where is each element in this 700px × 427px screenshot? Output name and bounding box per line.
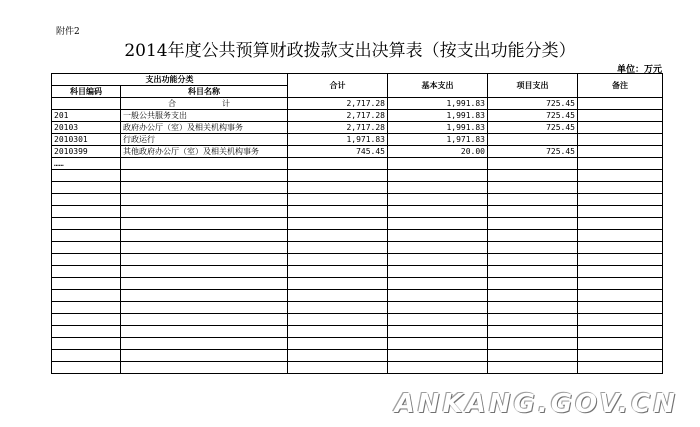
empty-cell xyxy=(121,194,288,206)
empty-cell xyxy=(488,254,578,266)
row-total: 2,717.28 xyxy=(288,110,388,122)
empty-cell xyxy=(388,302,488,314)
row-basic xyxy=(388,158,488,170)
empty-row xyxy=(52,314,663,326)
empty-cell xyxy=(388,362,488,374)
empty-cell xyxy=(578,326,663,338)
empty-cell xyxy=(578,170,663,182)
row-basic: 1,991.83 xyxy=(388,122,488,134)
row-basic: 1,971.83 xyxy=(388,134,488,146)
row-name: 政府办公厅（室）及相关机构事务 xyxy=(121,122,288,134)
empty-cell xyxy=(121,254,288,266)
empty-cell xyxy=(121,314,288,326)
site-watermark: ANKANG.GOV.CN xyxy=(394,389,678,419)
empty-cell xyxy=(388,242,488,254)
empty-cell xyxy=(388,218,488,230)
empty-cell xyxy=(121,350,288,362)
empty-cell xyxy=(388,338,488,350)
header-name: 科目名称 xyxy=(121,86,288,98)
empty-cell xyxy=(488,218,578,230)
row-basic: 20.00 xyxy=(388,146,488,158)
empty-cell xyxy=(121,218,288,230)
empty-cell xyxy=(488,242,578,254)
empty-cell xyxy=(578,302,663,314)
empty-row xyxy=(52,290,663,302)
empty-cell xyxy=(578,182,663,194)
row-note xyxy=(578,146,663,158)
empty-row xyxy=(52,278,663,290)
empty-cell xyxy=(488,314,578,326)
empty-cell xyxy=(288,170,388,182)
row-project xyxy=(488,134,578,146)
empty-cell xyxy=(52,194,121,206)
empty-cell xyxy=(288,362,388,374)
empty-cell xyxy=(52,206,121,218)
empty-cell xyxy=(488,278,578,290)
table-row xyxy=(52,158,663,170)
table-row xyxy=(52,134,663,146)
empty-cell xyxy=(121,326,288,338)
row-code: 201 xyxy=(52,110,121,122)
row-note xyxy=(578,122,663,134)
empty-cell xyxy=(288,338,388,350)
empty-cell xyxy=(488,230,578,242)
empty-cell xyxy=(488,194,578,206)
row-name: 一般公共服务支出 xyxy=(121,110,288,122)
row-name: 其他政府办公厅（室）及相关机构事务 xyxy=(121,146,288,158)
table-row xyxy=(52,110,663,122)
row-name: 行政运行 xyxy=(121,134,288,146)
empty-cell xyxy=(288,266,388,278)
empty-cell xyxy=(388,326,488,338)
row-project: 725.45 xyxy=(488,110,578,122)
empty-cell xyxy=(288,218,388,230)
empty-cell xyxy=(288,290,388,302)
empty-row xyxy=(52,218,663,230)
empty-cell xyxy=(121,170,288,182)
empty-cell xyxy=(121,182,288,194)
empty-cell xyxy=(52,230,121,242)
empty-cell xyxy=(121,302,288,314)
header-project: 项目支出 xyxy=(488,74,578,98)
empty-cell xyxy=(288,182,388,194)
empty-cell xyxy=(388,278,488,290)
header-function-group: 支出功能分类 xyxy=(52,74,288,86)
row-total xyxy=(288,158,388,170)
page-title: 2014年度公共预算财政拨款支出决算表（按支出功能分类） xyxy=(124,41,576,61)
row-project: 725.45 xyxy=(488,98,578,110)
row-project: 725.45 xyxy=(488,146,578,158)
empty-cell xyxy=(121,242,288,254)
empty-cell xyxy=(52,278,121,290)
expenditure-table xyxy=(51,73,663,374)
empty-cell xyxy=(578,290,663,302)
empty-row xyxy=(52,170,663,182)
empty-cell xyxy=(52,170,121,182)
empty-row xyxy=(52,230,663,242)
row-project: 725.45 xyxy=(488,122,578,134)
empty-cell xyxy=(488,206,578,218)
row-code: …… xyxy=(52,158,121,170)
empty-cell xyxy=(578,266,663,278)
empty-cell xyxy=(578,338,663,350)
empty-row xyxy=(52,302,663,314)
table-row xyxy=(52,122,663,134)
empty-cell xyxy=(52,302,121,314)
empty-cell xyxy=(52,218,121,230)
empty-cell xyxy=(488,338,578,350)
empty-cell xyxy=(578,350,663,362)
row-code: 2010301 xyxy=(52,134,121,146)
empty-cell xyxy=(488,326,578,338)
empty-row xyxy=(52,182,663,194)
row-note xyxy=(578,98,663,110)
row-total: 2,717.28 xyxy=(288,98,388,110)
empty-cell xyxy=(488,362,578,374)
empty-cell xyxy=(121,206,288,218)
empty-cell xyxy=(388,170,488,182)
row-code: 20103 xyxy=(52,122,121,134)
empty-cell xyxy=(52,350,121,362)
empty-row xyxy=(52,194,663,206)
empty-cell xyxy=(388,182,488,194)
empty-cell xyxy=(288,350,388,362)
row-project xyxy=(488,158,578,170)
empty-cell xyxy=(578,254,663,266)
empty-cell xyxy=(121,278,288,290)
empty-cell xyxy=(52,314,121,326)
header-code: 科目编码 xyxy=(52,86,121,98)
empty-cell xyxy=(578,278,663,290)
table-row xyxy=(52,98,663,110)
empty-cell xyxy=(388,350,488,362)
row-name xyxy=(121,158,288,170)
empty-cell xyxy=(288,326,388,338)
empty-cell xyxy=(578,206,663,218)
row-name: 合 计 xyxy=(121,98,288,110)
empty-cell xyxy=(578,194,663,206)
empty-row xyxy=(52,338,663,350)
empty-row xyxy=(52,326,663,338)
empty-cell xyxy=(388,230,488,242)
empty-cell xyxy=(121,230,288,242)
empty-cell xyxy=(288,194,388,206)
empty-cell xyxy=(388,314,488,326)
empty-row xyxy=(52,350,663,362)
empty-cell xyxy=(288,230,388,242)
empty-cell xyxy=(488,170,578,182)
empty-row xyxy=(52,254,663,266)
empty-cell xyxy=(388,254,488,266)
empty-cell xyxy=(578,218,663,230)
row-total: 2,717.28 xyxy=(288,122,388,134)
empty-cell xyxy=(288,242,388,254)
empty-cell xyxy=(288,302,388,314)
empty-cell xyxy=(121,338,288,350)
empty-cell xyxy=(121,362,288,374)
empty-cell xyxy=(52,266,121,278)
empty-row xyxy=(52,362,663,374)
row-code xyxy=(52,98,121,110)
row-total: 745.45 xyxy=(288,146,388,158)
empty-cell xyxy=(578,314,663,326)
empty-cell xyxy=(488,290,578,302)
empty-cell xyxy=(52,290,121,302)
empty-cell xyxy=(52,242,121,254)
empty-row xyxy=(52,206,663,218)
empty-cell xyxy=(488,350,578,362)
empty-cell xyxy=(388,290,488,302)
row-note xyxy=(578,110,663,122)
empty-row xyxy=(52,266,663,278)
empty-cell xyxy=(488,182,578,194)
row-total: 1,971.83 xyxy=(288,134,388,146)
row-basic: 1,991.83 xyxy=(388,98,488,110)
attachment-label: 附件2 xyxy=(56,27,80,37)
row-code: 2010399 xyxy=(52,146,121,158)
empty-cell xyxy=(288,278,388,290)
header-basic: 基本支出 xyxy=(388,74,488,98)
empty-cell xyxy=(288,314,388,326)
table-row xyxy=(52,146,663,158)
header-note: 备注 xyxy=(578,74,663,98)
unit-label: 单位：万元 xyxy=(616,65,662,75)
header-total: 合计 xyxy=(288,74,388,98)
empty-row xyxy=(52,242,663,254)
empty-cell xyxy=(388,266,488,278)
row-basic: 1,991.83 xyxy=(388,110,488,122)
empty-cell xyxy=(288,254,388,266)
empty-cell xyxy=(121,266,288,278)
empty-cell xyxy=(52,362,121,374)
empty-cell xyxy=(578,230,663,242)
row-note xyxy=(578,134,663,146)
row-note xyxy=(578,158,663,170)
empty-cell xyxy=(488,302,578,314)
empty-cell xyxy=(121,290,288,302)
empty-cell xyxy=(52,326,121,338)
empty-cell xyxy=(488,266,578,278)
empty-cell xyxy=(52,182,121,194)
empty-cell xyxy=(288,206,388,218)
empty-cell xyxy=(52,254,121,266)
empty-cell xyxy=(578,242,663,254)
empty-cell xyxy=(388,194,488,206)
empty-cell xyxy=(388,206,488,218)
empty-cell xyxy=(52,338,121,350)
empty-cell xyxy=(578,362,663,374)
